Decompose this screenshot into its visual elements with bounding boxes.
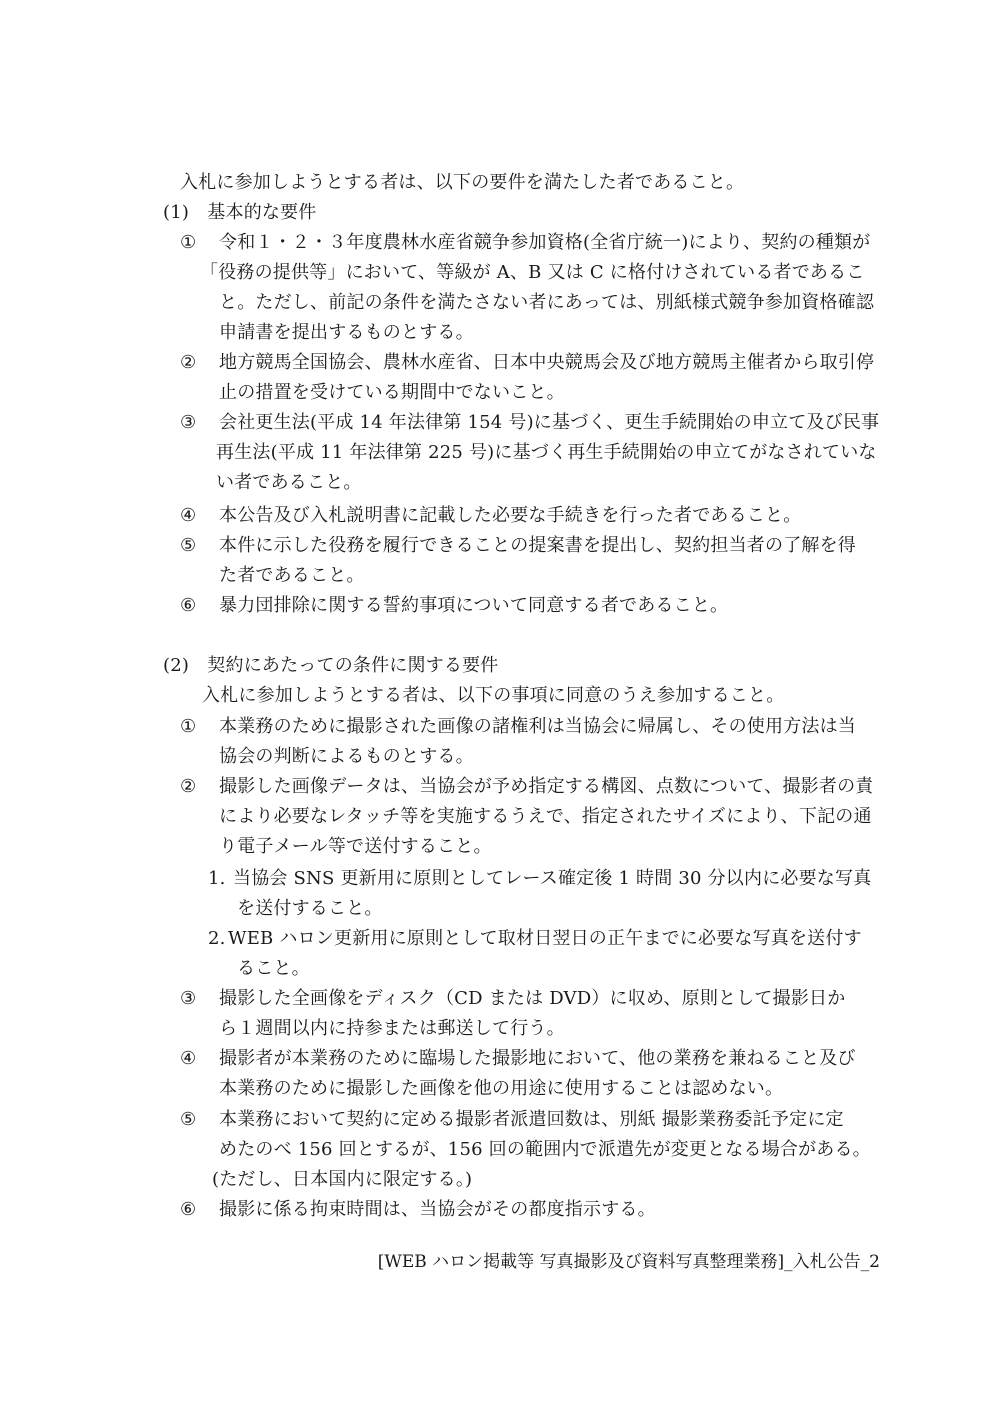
- s2-item-4-line-2: 本業務のために撮影した画像を他の用途に使用することは認めない。: [219, 1078, 784, 1099]
- s2-item-5-line-1: 本業務において契約に定める撮影者派遣回数は、別紙 撮影業務委託予定に定: [219, 1109, 844, 1130]
- s1-item-1-line-1: 令和１・２・３年度農林水産省競争参加資格(全省庁統一)により、契約の種類が: [219, 232, 871, 253]
- s1-item-1-line-3: と。ただし、前記の条件を満たさない者にあっては、別紙様式競争参加資格確認: [219, 292, 875, 313]
- s2-subitem-2-line-1: WEB ハロン更新用に原則として取材日翌日の正午までに必要な写真を送付す: [228, 928, 862, 949]
- s1-item-2-line-1: 地方競馬全国協会、農林水産省、日本中央競馬会及び地方競馬主催者から取引停: [219, 352, 875, 373]
- s1-item-5-marker: ⑤: [180, 535, 197, 556]
- s1-item-6-line-1: 暴力団排除に関する誓約事項について同意する者であること。: [219, 595, 729, 616]
- s2-subitem-1-line-2: を送付すること。: [237, 898, 383, 919]
- s2-item-2-line-1: 撮影した画像データは、当協会が予め指定する構図、点数について、撮影者の責: [219, 776, 874, 797]
- s1-item-3-line-1: 会社更生法(平成 14 年法律第 154 号)に基づく、更生手続開始の申立て及び民事: [219, 412, 880, 433]
- section2-heading: (2) 契約にあたっての条件に関する要件: [163, 655, 499, 676]
- s2-item-3-line-1: 撮影した全画像をディスク（CD または DVD）に収め、原則として撮影日か: [219, 988, 846, 1009]
- s1-item-1-marker: ①: [180, 232, 197, 253]
- s2-subitem-1-marker: 1.: [208, 868, 226, 889]
- page-footer: [WEB ハロン掲載等 写真撮影及び資料写真整理業務]_入札公告_2: [377, 1252, 880, 1272]
- s2-item-2-marker: ②: [180, 776, 197, 797]
- s2-item-1-marker: ①: [180, 716, 197, 737]
- s2-subitem-1-line-1: 当協会 SNS 更新用に原則としてレース確定後 1 時間 30 分以内に必要な写真: [233, 868, 872, 889]
- intro-text: 入札に参加しようとする者は、以下の要件を満たした者であること。: [180, 172, 745, 193]
- s2-item-6-line-1: 撮影に係る拘束時間は、当協会がその都度指示する。: [219, 1199, 656, 1220]
- s2-item-5-marker: ⑤: [180, 1109, 197, 1130]
- s1-item-3-marker: ③: [180, 412, 197, 433]
- s1-item-5-line-2: た者であること。: [219, 565, 365, 586]
- section2-intro: 入札に参加しようとする者は、以下の事項に同意のうえ参加すること。: [202, 685, 785, 706]
- s2-subitem-2-line-2: ること。: [237, 958, 310, 979]
- s1-item-2-line-2: 止の措置を受けている期間中でないこと。: [219, 382, 565, 403]
- s1-item-1-line-4: 申請書を提出するものとする。: [219, 322, 474, 343]
- s1-item-2-marker: ②: [180, 352, 197, 373]
- s2-item-1-line-1: 本業務のために撮影された画像の諸権利は当協会に帰属し、その使用方法は当: [219, 716, 856, 737]
- s1-item-5-line-1: 本件に示した役務を履行できることの提案書を提出し、契約担当者の了解を得: [219, 535, 856, 556]
- s2-item-3-marker: ③: [180, 988, 197, 1009]
- s2-item-6-marker: ⑥: [180, 1199, 197, 1220]
- s2-item-1-line-2: 協会の判断によるものとする。: [219, 746, 474, 767]
- s1-item-4-line-1: 本公告及び入札説明書に記載した必要な手続きを行った者であること。: [219, 505, 802, 526]
- s2-item-4-marker: ④: [180, 1048, 197, 1069]
- s2-item-4-line-1: 撮影者が本業務のために臨場した撮影地において、他の業務を兼ねること及び: [219, 1048, 856, 1069]
- s1-item-3-line-2: 再生法(平成 11 年法律第 225 号)に基づく再生手続開始の申立てがなされていな: [216, 442, 877, 463]
- s2-item-2-line-3: り電子メール等で送付すること。: [219, 836, 492, 857]
- s2-item-5-line-2: めたのべ 156 回とするが、156 回の範囲内で派遣先が変更となる場合がある。: [219, 1139, 871, 1160]
- s1-item-1-line-2: 「役務の提供等」において、等級が A、B 又は C に格付けされている者であるこ: [200, 262, 865, 283]
- s2-subitem-2-marker: 2.: [208, 928, 226, 949]
- s2-item-2-line-2: により必要なレタッチ等を実施するうえで、指定されたサイズにより、下記の通: [219, 806, 872, 827]
- s1-item-4-marker: ④: [180, 505, 197, 526]
- s1-item-6-marker: ⑥: [180, 595, 197, 616]
- section1-heading: (1) 基本的な要件: [163, 202, 317, 223]
- s2-item-3-line-2: ら１週間以内に持参または郵送して行う。: [219, 1018, 565, 1039]
- s2-item-5-line-3: (ただし、日本国内に限定する。): [212, 1169, 473, 1190]
- s1-item-3-line-3: い者であること。: [216, 472, 362, 493]
